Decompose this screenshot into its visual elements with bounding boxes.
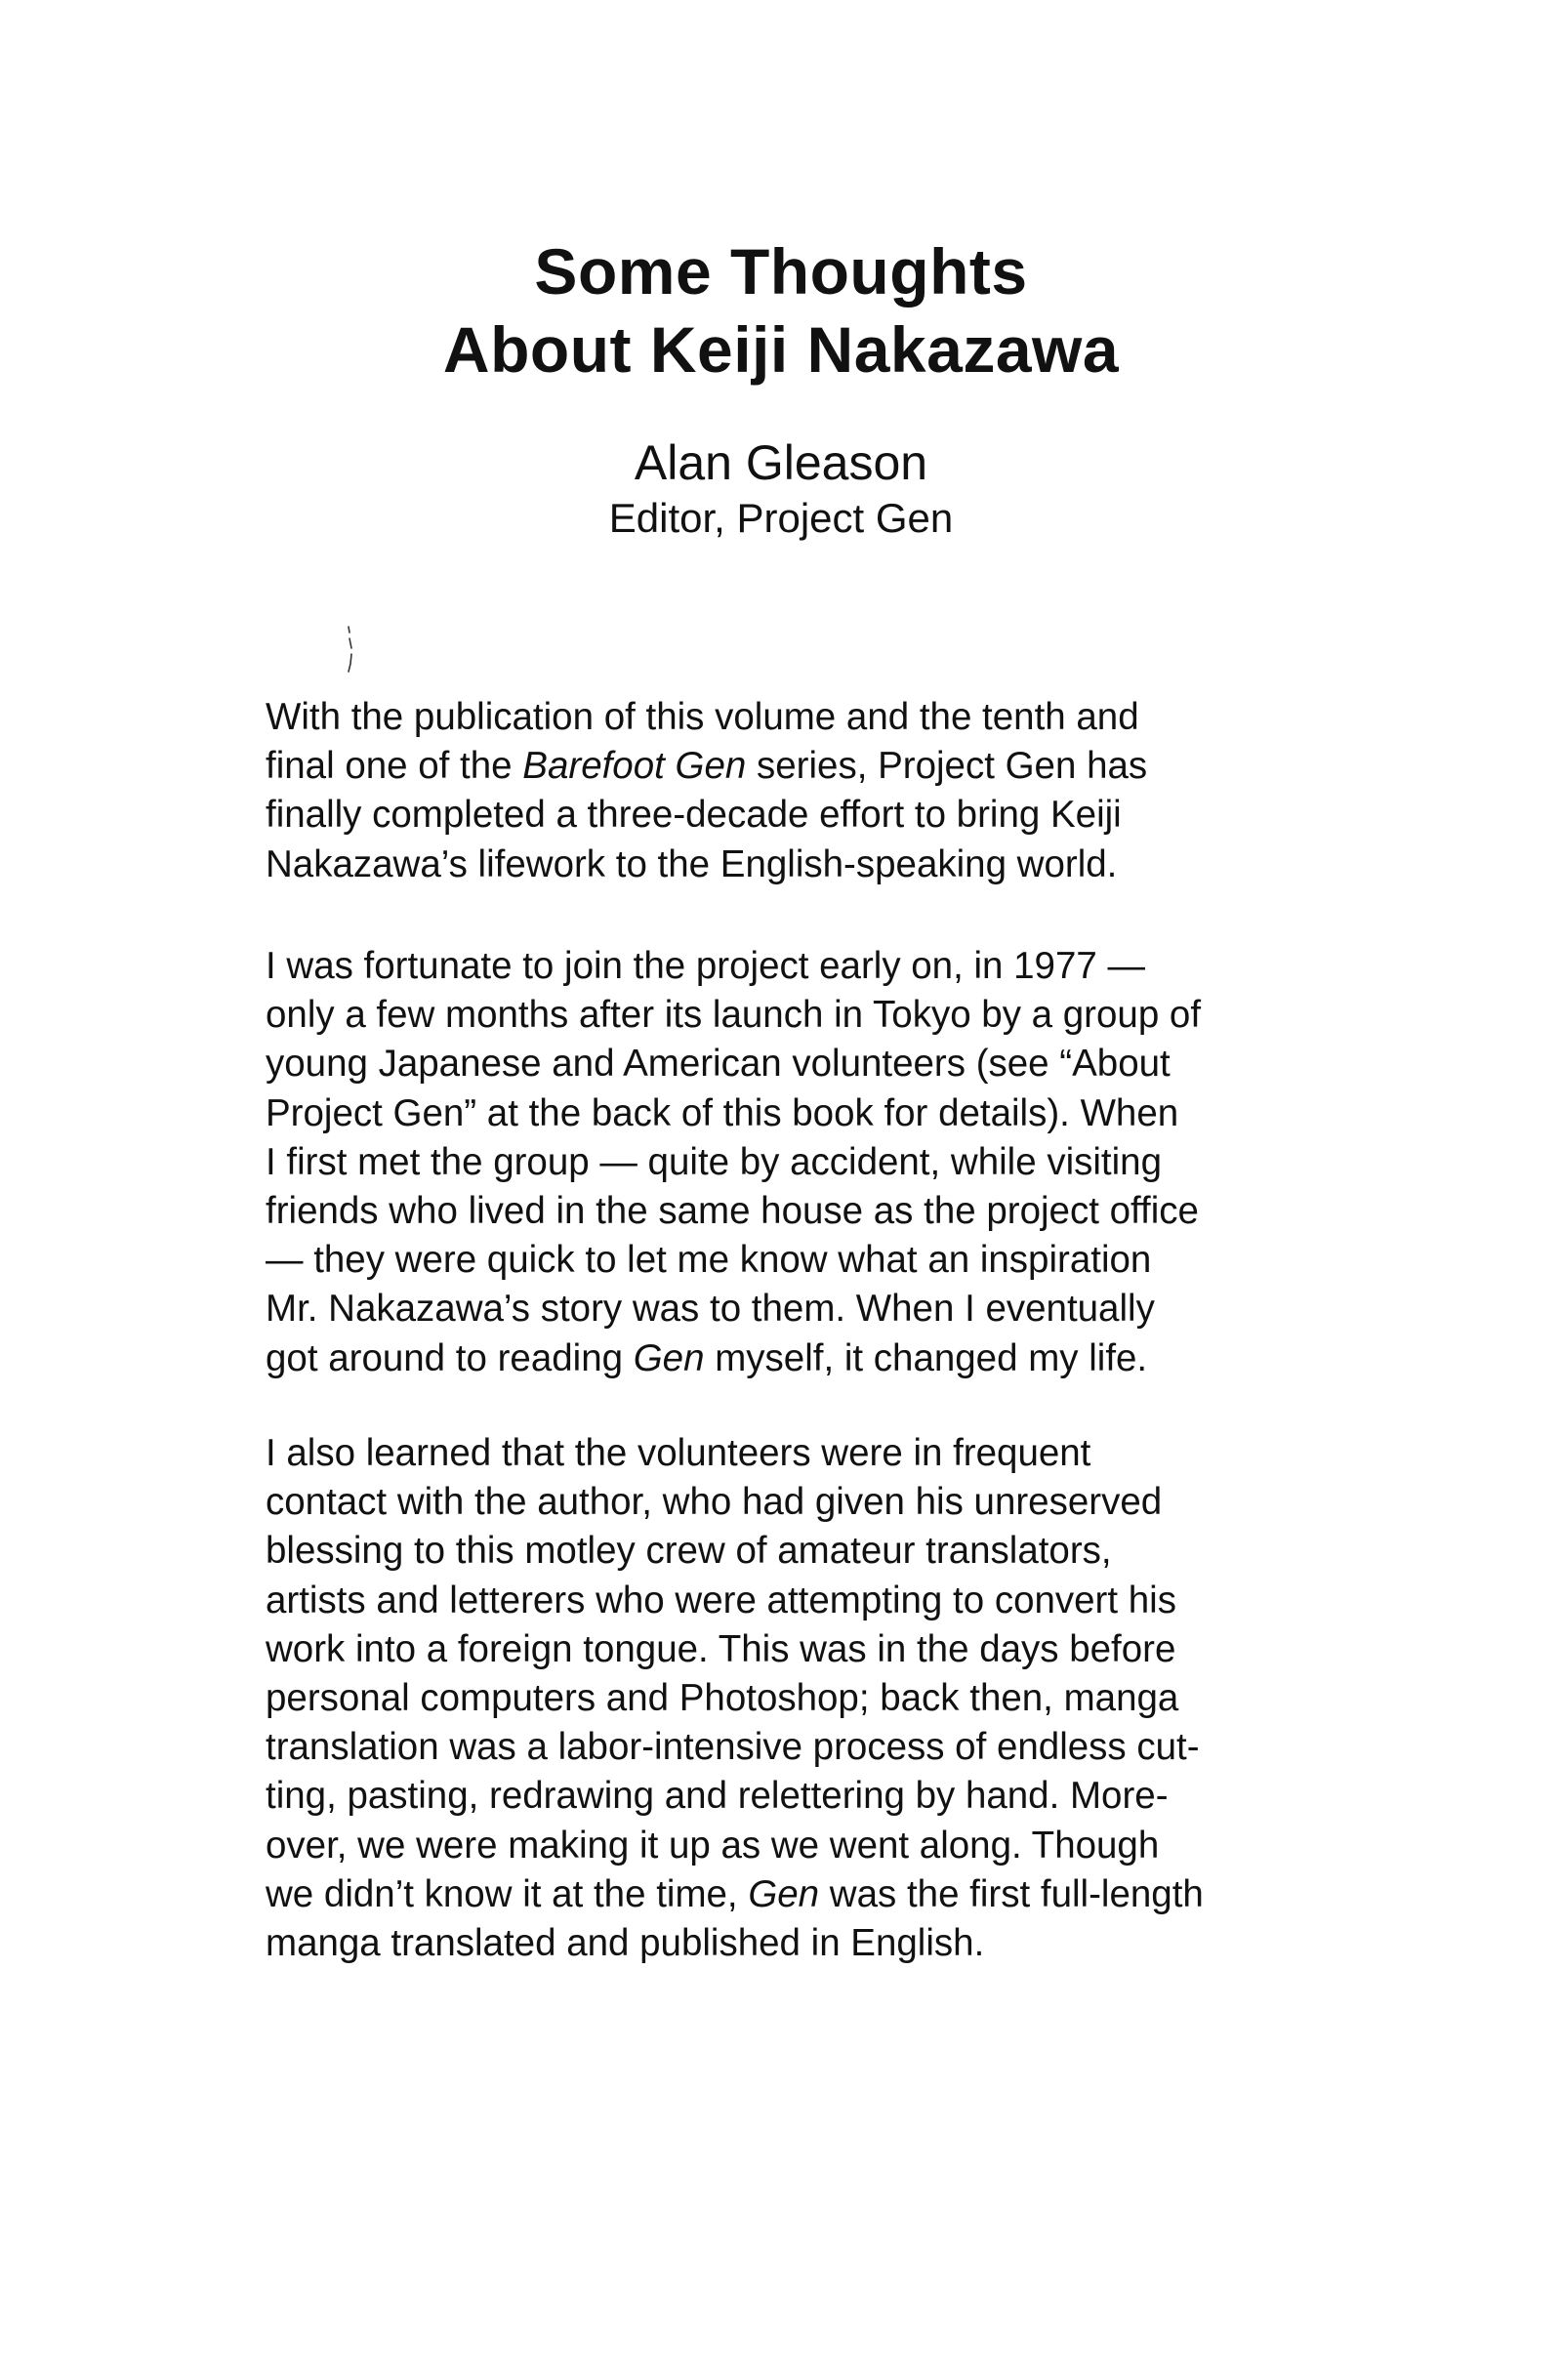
paragraph-2-text-a: I was fortunate to join the project early on, in 1977 — only a few months after its launch in Tokyo by a group of young Japanese and American volunteers (see “About Project Gen” at the back of this book for details). When I first met the group — quite by accident, while visiting friends who lived in the same house as the project office — they were quick to let me know what an inspiration Mr. Nakazawa’s story was to them. When I eventually got around to reading: [266, 945, 1202, 1379]
paragraph-1-italic-barefoot-gen: Barefoot Gen: [522, 745, 747, 788]
author-name: Alan Gleason: [634, 435, 928, 490]
paragraph-3: [266, 1429, 1320, 1968]
author-role: Editor, Project Gen: [608, 495, 954, 541]
paragraph-3-italic-gen: Gen: [748, 1872, 820, 1915]
page-title-line-1: Some Thoughts: [534, 235, 1028, 308]
paragraph-2-italic-gen: Gen: [633, 1336, 705, 1379]
paragraph-1: [266, 693, 1320, 889]
paragraph-1-text-a: With the publication of this volume and the tenth and final one of the: [266, 696, 1139, 788]
paragraph-3-text-a: I also learned that the volunteers were in frequent contact with the author, who had given his unreserved blessing to this motley crew of amateur translators, artists and letterers who were attempting to convert his work into a foreign tongue. This was in the days before personal computers and Photoshop; back then, manga translation was a labor-intensive process of endless cut- ting, pasting, redrawing and relettering by hand. More- over, we were making it up as we went along. Though we didn’t know it at the time,: [266, 1432, 1200, 1915]
paragraph-1-text-b: series, Project Gen has finally completed a three-decade effort to bring Keiji Nakazawa’s lifework to the English-speaking world.: [266, 745, 1148, 885]
paragraph-2: [266, 942, 1320, 1383]
paragraph-2-text-b: myself, it changed my life.: [704, 1336, 1148, 1379]
page-title-line-2: About Keiji Nakazawa: [442, 313, 1120, 386]
paragraph-3-text-b: was the first full-length manga translated and published in English.: [266, 1872, 1204, 1965]
stray-scan-mark-icon: [346, 625, 355, 676]
